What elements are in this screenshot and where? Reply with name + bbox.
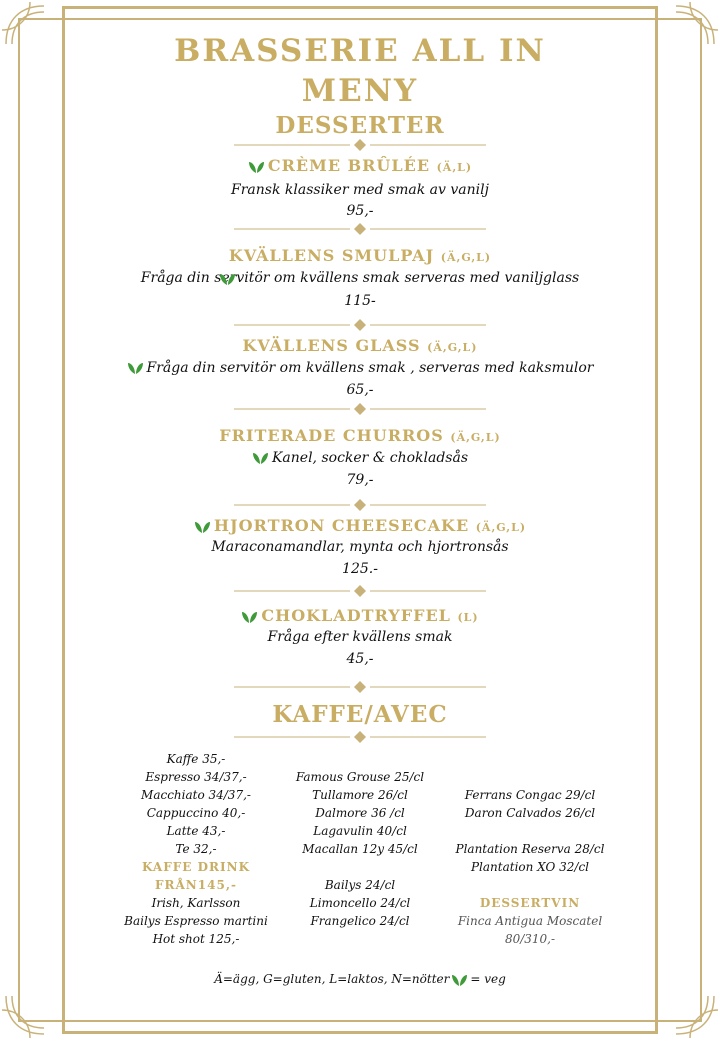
list-item: Macallan 12y 45/cl [302, 842, 418, 856]
dessert-item-name: CRÈME BRÛLÉE (Ä,L) [0, 156, 720, 175]
list-item: Latte 43,- [166, 824, 226, 838]
veg-leaf-icon [194, 520, 211, 534]
coffee-column [116, 750, 276, 948]
allergen-label: (Ä,L) [436, 161, 473, 174]
list-item: Lagavulin 40/cl [313, 824, 407, 838]
dessert-item-price: 95,- [346, 203, 374, 219]
dessert-item-name: KVÄLLENS GLASS (Ä,G,L) [242, 336, 478, 355]
list-item: Bailys 24/cl [324, 878, 396, 892]
veg-leaf-icon [219, 272, 236, 286]
dessert-item-price: 45,- [346, 651, 374, 667]
list-item: Bailys Espresso martini [124, 914, 268, 928]
veg-leaf-icon [127, 361, 144, 375]
top-rule [62, 6, 658, 9]
veg-leaf-icon [451, 973, 468, 987]
allergen-label: (Ä,G,L) [450, 431, 501, 444]
divider-ornament [234, 402, 486, 416]
dessert-item-price: 115- [344, 293, 376, 309]
divider-ornament [234, 498, 486, 512]
divider-ornament [234, 680, 486, 694]
avec-column [440, 786, 620, 948]
dessert-item-desc: Fråga efter kvällens smak [267, 629, 453, 645]
veg-leaf-icon [241, 610, 258, 624]
divider-ornament [234, 318, 486, 332]
dessert-item-desc: Fråga din servitör om kvällens smak , serveras med kaksmulor [0, 360, 720, 376]
section-title-desserter: DESSERTER [275, 112, 445, 139]
list-item: Frangelico 24/cl [310, 914, 410, 928]
allergen-label: (Ä,G,L) [427, 341, 478, 354]
list-item: Tullamore 26/cl [312, 788, 408, 802]
divider-ornament [234, 730, 486, 744]
list-item: Irish, Karlsson [151, 896, 241, 910]
dessert-item-name: KVÄLLENS SMULPAJ (Ä,G,L) [228, 246, 492, 265]
veg-leaf-icon [252, 451, 269, 465]
dessert-item-desc: Kanel, socker & chokladsås [0, 450, 720, 466]
divider-ornament [234, 584, 486, 598]
allergen-label: (Ä,G,L) [475, 521, 527, 534]
list-item: Ferrans Congac 29/cl [464, 788, 596, 802]
list-item: Famous Grouse 25/cl [295, 770, 425, 784]
corner-ornament-bl [0, 994, 46, 1040]
list-item: Plantation XO 32/cl [470, 860, 590, 874]
list-item: Limoncello 24/cl [309, 896, 411, 910]
dessert-item-price: 65,- [346, 382, 374, 398]
kaffe-drink-heading: KAFFE DRINK FRÅN145,- [141, 860, 250, 892]
list-item: Finca Antigua Moscatel [457, 914, 603, 928]
list-item: Kaffe 35,- [166, 752, 226, 766]
dessert-item-price: 125.- [342, 561, 378, 577]
allergen-label: (Ä,G,L) [440, 251, 492, 264]
dessert-item-desc: Maraconamandlar, mynta och hjortronsås [211, 539, 509, 555]
list-item: 80/310,- [504, 932, 556, 946]
restaurant-title: BRASSERIE ALL IN [174, 33, 546, 69]
list-item: Plantation Reserva 28/cl [455, 842, 605, 856]
dessert-item-desc: Fråga din servitör om kvällens smak serveras med vaniljglass [140, 270, 580, 286]
dessert-item-desc: Fransk klassiker med smak av vanilj [231, 182, 489, 198]
list-item: Macchiato 34/37,- [141, 788, 251, 802]
list-item: Te 32,- [175, 842, 217, 856]
list-item: Dalmore 36 /cl [315, 806, 405, 820]
list-item: Espresso 34/37,- [145, 770, 247, 784]
dessert-item-name: CHOKLADTRYFFEL (L) [0, 606, 720, 625]
menu-title: MENY [301, 73, 419, 109]
list-item: Cappuccino 40,- [146, 806, 246, 820]
section-title-kaffe-avec: KAFFE/AVEC [272, 701, 448, 728]
divider-ornament [234, 138, 486, 152]
dessert-item-price: 79,- [346, 472, 374, 488]
corner-ornament-br [674, 994, 720, 1040]
dessertvin-heading: DESSERTVIN [479, 896, 581, 910]
list-item: Hot shot 125,- [152, 932, 240, 946]
allergen-label: (L) [457, 611, 479, 624]
dessert-item-name: FRITERADE CHURROS (Ä,G,L) [219, 426, 501, 445]
list-item: Daron Calvados 26/cl [464, 806, 596, 820]
bottom-rule [62, 1031, 658, 1034]
allergen-legend: Ä=ägg, G=gluten, L=laktos, N=nötter = veg [214, 972, 506, 986]
dessert-item-name: HJORTRON CHEESECAKE (Ä,G,L) [0, 516, 720, 535]
veg-leaf-icon [248, 160, 265, 174]
divider-ornament [234, 222, 486, 236]
spirits-column [285, 768, 435, 930]
